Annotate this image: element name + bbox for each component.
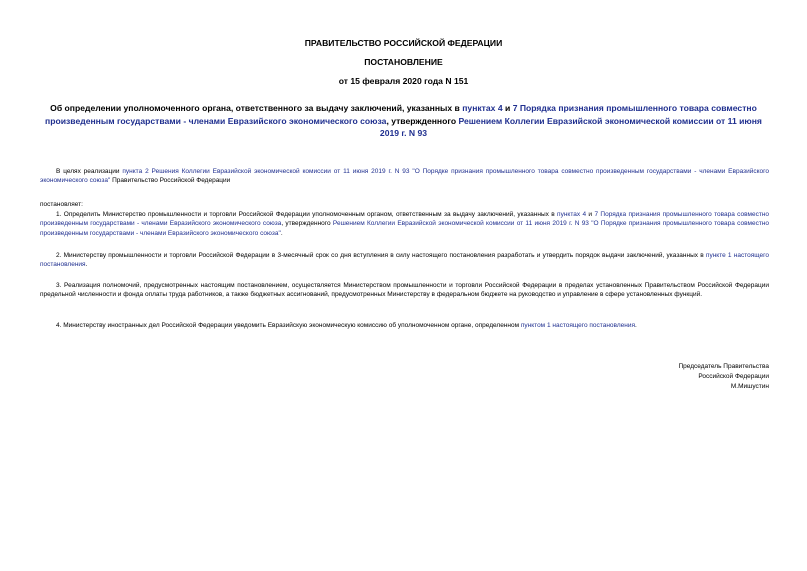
title-link-decision[interactable]: Решением Коллегии Евразийской экономической комиссии от 11 июня 2019 г. N 93: [379, 115, 762, 138]
document-date: от 15 февраля 2020 года N 151: [338, 76, 469, 86]
p1-text: , утвержденного: [281, 220, 333, 228]
p1-link-decision[interactable]: Решением Коллегии Евразийской экономической комиссии от 11 июня 2019 г. N 93 "О Порядке признания промышленного товара совместно произведенным государствами - членами Евразийского экономического союза": [40, 220, 770, 237]
government-heading: ПРАВИТЕЛЬСТВО РОССИЙСКОЙ ФЕДЕРАЦИИ: [304, 38, 503, 48]
intro-link-decision[interactable]: пункта 2 Решения Коллегии Евразийской экономической комиссии от 11 июня 2019 г. N 93 "О Порядке признания промышленного товара совместно произведенным государствами - членами Евразийского экономического союза": [40, 168, 769, 185]
p1-link-procedure[interactable]: 7 Порядка признания промышленного товара совместно произведенным государствами - членами Евразийского экономического союза: [40, 211, 770, 228]
p4-text: 4. Министерству иностранных дел Российской Федерации уведомить Евразийскую экономическую комиссию об уполномоченном органе, определенном: [56, 322, 521, 329]
p4-link-item-1[interactable]: пунктом 1 настоящего постановления: [520, 322, 635, 329]
decree-word: постановляет:: [40, 201, 83, 208]
paragraph-1: [40, 210, 769, 238]
paragraph-3: 3. Реализация полномочий, предусмотренных настоящим постановлением, осуществляется Министерством промышленности и торговли Российской Федерации в пределах установленных Правительством Российской Федерации предельной численности и фонда оплаты труда работников, а также бюджетных ассигнований, предусмотренных Министерству в федеральном бюджете на руководство и управление в сфере установленных функций.: [40, 282, 769, 299]
intro-paragraph: [40, 167, 769, 186]
title-text: и: [502, 103, 513, 113]
title-link-procedure[interactable]: 7 Порядка признания промышленного товара совместно произведенным государствами - членами Евразийского экономического союза: [45, 103, 757, 126]
paragraph-2: [40, 251, 769, 270]
intro-text: Правительство Российской Федерации: [110, 177, 231, 185]
p1-text: .: [280, 229, 283, 237]
p2-text: 2. Министерству промышленности и торговли Российской Федерации в 3-месячный срок со дня вступления в силу настоящего постановления разработать и утвердить порядок выдачи заключений, указанных в: [56, 252, 706, 259]
p1-text: и: [586, 211, 595, 218]
paragraph-4: [40, 321, 769, 330]
document-title: [40, 102, 767, 140]
title-text: Об определении уполномоченного органа, ответственного за выдачу заключений, указанных в: [50, 103, 463, 113]
title-text: , утвержденного: [386, 115, 459, 126]
document-type: ПОСТАНОВЛЕНИЕ: [364, 57, 443, 67]
intro-text: В целях реализации: [56, 168, 123, 175]
signature-org: Российской Федерации: [698, 373, 769, 380]
signature-position: Председатель Правительства: [678, 363, 769, 370]
signature-name: М.Мишустин: [730, 383, 769, 390]
signature-block: [560, 362, 769, 392]
p2-text: .: [85, 261, 88, 269]
title-link-item-4[interactable]: пунктах 4: [462, 103, 503, 113]
p1-text: 1. Определить Министерство промышленности и торговли Российской Федерации уполномоченным органом, ответственным за выдачу заключений, указанных в: [56, 211, 558, 218]
p1-link-item-4[interactable]: пунктах 4: [557, 211, 587, 218]
p4-text: .: [634, 322, 637, 329]
p2-link-item-1[interactable]: пункте 1 настоящего постановления: [40, 252, 769, 269]
